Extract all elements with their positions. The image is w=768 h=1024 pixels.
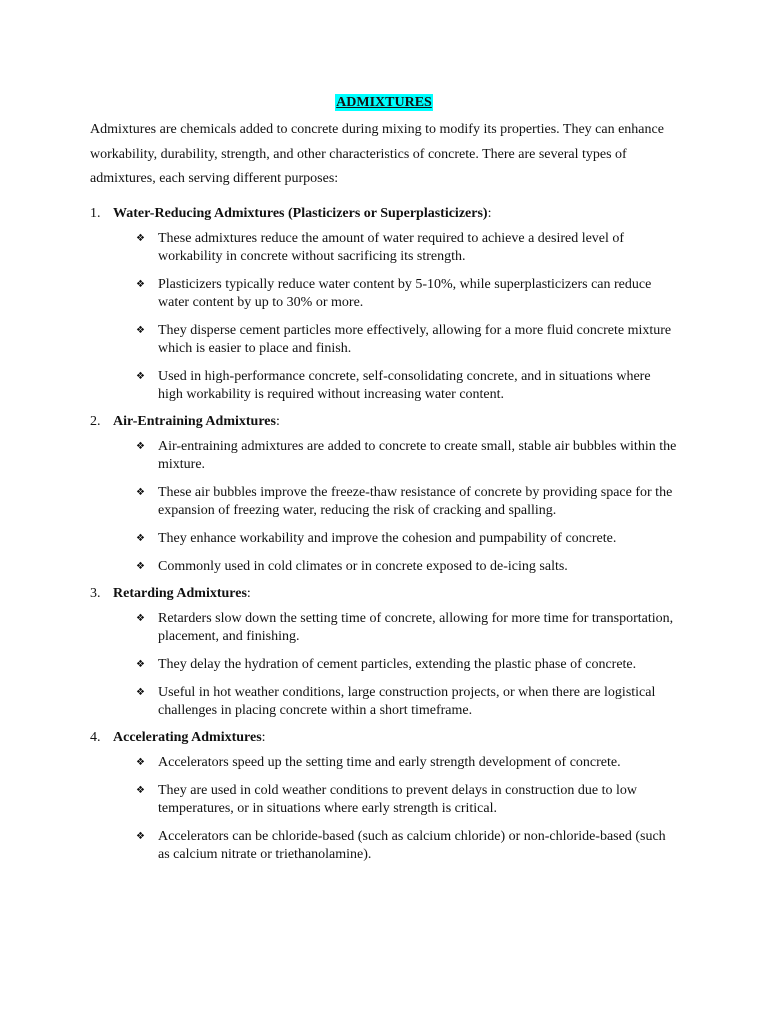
section-heading xyxy=(90,204,690,224)
bullet-list xyxy=(90,610,690,720)
list-item-text: These air bubbles improve the freeze-thaw resistance of concrete by providing space for the expansion of freezing water, reducing the risk of cracking and spalling. xyxy=(158,485,673,518)
admixture-sections xyxy=(90,204,690,872)
list-item-text: Accelerators can be chloride-based (such as calcium chloride) or non-chloride-based (such as calcium nitrate or triethanolamine). xyxy=(158,829,666,862)
bullet-list xyxy=(90,230,690,404)
section-2 xyxy=(90,412,690,576)
diamond-bullet-icon: ❖ xyxy=(136,831,145,842)
diamond-bullet-icon: ❖ xyxy=(136,441,145,452)
bullet-list xyxy=(90,438,690,576)
section-4 xyxy=(90,728,690,864)
section-title-colon: : xyxy=(261,730,266,745)
list-item-text: These admixtures reduce the amount of water required to achieve a desired level of workability in concrete without sacrificing its strength. xyxy=(158,231,625,264)
list-item xyxy=(136,322,678,358)
list-item xyxy=(136,828,678,864)
list-item-text: They disperse cement particles more effectively, allowing for a more fluid concrete mixture which is easier to place and finish. xyxy=(158,323,672,356)
section-number: 4. xyxy=(90,730,101,745)
section-number: 2. xyxy=(90,414,101,429)
list-item xyxy=(136,530,678,548)
section-heading xyxy=(90,584,690,604)
section-heading xyxy=(90,728,690,748)
diamond-bullet-icon: ❖ xyxy=(136,561,145,572)
section-title: Air-Entraining Admixtures xyxy=(113,414,276,429)
section-title: Accelerating Admixtures xyxy=(113,730,262,745)
section-title: Water-Reducing Admixtures (Plasticizers or Superplasticizers) xyxy=(113,206,488,221)
diamond-bullet-icon: ❖ xyxy=(136,371,145,382)
list-item xyxy=(136,558,678,576)
list-item-text: Air-entraining admixtures are added to concrete to create small, stable air bubbles within the mixture. xyxy=(158,439,677,472)
diamond-bullet-icon: ❖ xyxy=(136,659,145,670)
section-title-colon: : xyxy=(487,206,492,221)
list-item-text: Used in high-performance concrete, self-consolidating concrete, and in situations where high workability is required without increasing water content. xyxy=(158,369,651,402)
section-1 xyxy=(90,204,690,404)
diamond-bullet-icon: ❖ xyxy=(136,613,145,624)
list-item xyxy=(136,230,678,266)
section-number: 1. xyxy=(90,206,101,221)
list-item xyxy=(136,610,678,646)
page-title: ADMIXTURES xyxy=(336,95,432,110)
list-item-text: Useful in hot weather conditions, large construction projects, or when there are logistical challenges in placing concrete within a short timeframe. xyxy=(158,685,656,718)
list-item xyxy=(136,656,678,674)
list-item-text: They delay the hydration of cement particles, extending the plastic phase of concrete. xyxy=(158,657,637,672)
list-item xyxy=(136,276,678,312)
list-item-text: Accelerators speed up the setting time and early strength development of concrete. xyxy=(158,755,621,770)
diamond-bullet-icon: ❖ xyxy=(136,325,145,336)
diamond-bullet-icon: ❖ xyxy=(136,687,145,698)
diamond-bullet-icon: ❖ xyxy=(136,533,145,544)
section-title-colon: : xyxy=(275,414,280,429)
list-item xyxy=(136,368,678,404)
section-heading xyxy=(90,412,690,432)
list-item-text: They are used in cold weather conditions to prevent delays in construction due to low temperatures, or in situations where early strength is critical. xyxy=(158,783,637,816)
list-item-text: Commonly used in cold climates or in concrete exposed to de-icing salts. xyxy=(158,559,568,574)
section-number: 3. xyxy=(90,586,101,601)
list-item-text: Plasticizers typically reduce water content by 5-10%, while superplasticizers can reduce water content by up to 30% or more. xyxy=(158,277,652,310)
diamond-bullet-icon: ❖ xyxy=(136,233,145,244)
diamond-bullet-icon: ❖ xyxy=(136,487,145,498)
bullet-list xyxy=(90,754,690,864)
diamond-bullet-icon: ❖ xyxy=(136,757,145,768)
diamond-bullet-icon: ❖ xyxy=(136,279,145,290)
intro-paragraph: Admixtures are chemicals added to concrete during mixing to modify its properties. They can enhance workability, durability, strength, and other characteristics of concrete. There are several types of admixtures, each serving different purposes: xyxy=(90,122,664,186)
section-3 xyxy=(90,584,690,720)
list-item xyxy=(136,484,678,520)
diamond-bullet-icon: ❖ xyxy=(136,785,145,796)
list-item-text: They enhance workability and improve the cohesion and pumpability of concrete. xyxy=(158,531,617,546)
list-item-text: Retarders slow down the setting time of concrete, allowing for more time for transportation, placement, and finishing. xyxy=(158,611,674,644)
list-item xyxy=(136,438,678,474)
title-wrapper xyxy=(0,93,768,111)
section-title-colon: : xyxy=(246,586,251,601)
list-item xyxy=(136,782,678,818)
list-item xyxy=(136,754,678,772)
list-item xyxy=(136,684,678,720)
section-title: Retarding Admixtures xyxy=(113,586,247,601)
